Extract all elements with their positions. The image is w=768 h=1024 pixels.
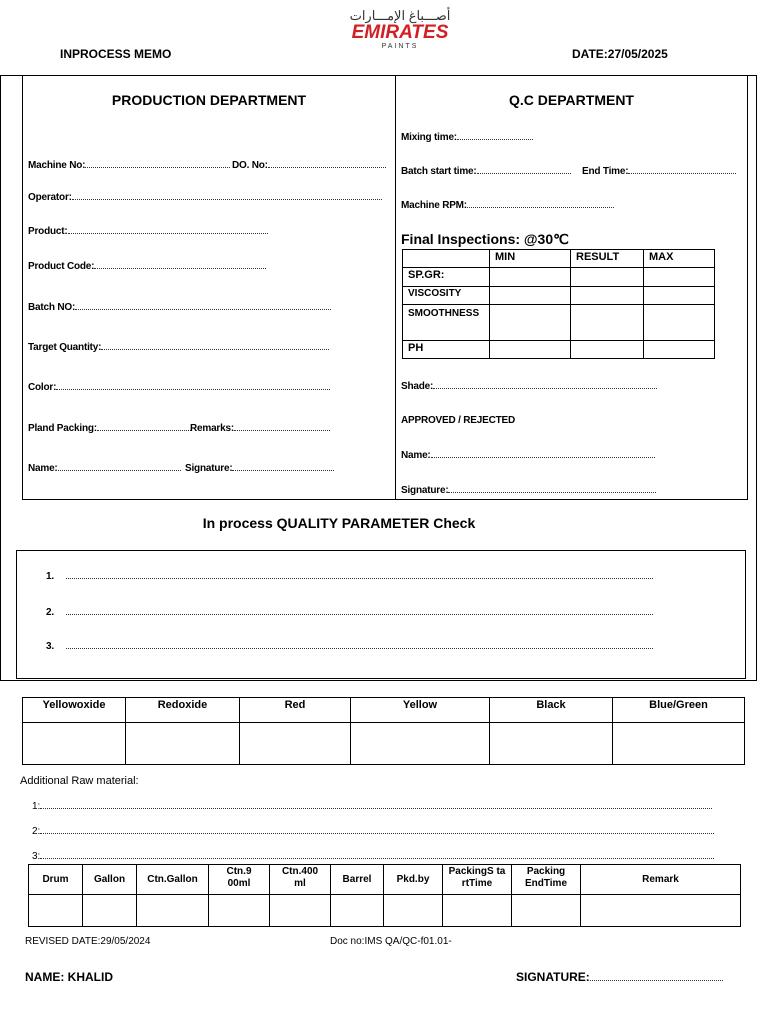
- do-no-field[interactable]: DO. No:: [232, 160, 386, 171]
- production-signature-field[interactable]: Signature:: [185, 463, 334, 474]
- memo-date: DATE:27/05/2025: [572, 47, 668, 61]
- packing-start-time-header: PackingS tartTime: [443, 865, 512, 895]
- operator-field[interactable]: Operator:: [28, 192, 382, 203]
- production-panel: [22, 75, 396, 500]
- gallon-value[interactable]: [83, 895, 137, 927]
- company-logo: [340, 8, 460, 51]
- packing-end-time-header: Packing EndTime: [512, 865, 581, 895]
- raw-item-3[interactable]: 3:: [32, 851, 714, 862]
- red-header: Red: [240, 698, 351, 723]
- yellowoxide-value[interactable]: [23, 723, 126, 765]
- drum-value[interactable]: [29, 895, 83, 927]
- qc-title: Q.C DEPARTMENT: [509, 92, 634, 108]
- qc-name-field[interactable]: Name:: [401, 450, 655, 461]
- ctn-400ml-header: Ctn.400 ml: [270, 865, 331, 895]
- machine-rpm-field[interactable]: Machine RPM:: [401, 200, 614, 211]
- target-quantity-field[interactable]: Target Quantity:: [28, 342, 329, 353]
- black-value[interactable]: [490, 723, 613, 765]
- min-header: MIN: [490, 250, 571, 268]
- smoothness-max[interactable]: [644, 305, 715, 341]
- packing-end-value[interactable]: [512, 895, 581, 927]
- logo-sub: PAINTS: [381, 43, 419, 50]
- drum-header: Drum: [29, 865, 83, 895]
- batch-start-time-field[interactable]: Batch start time:: [401, 166, 571, 177]
- production-title: PRODUCTION DEPARTMENT: [111, 92, 307, 108]
- smoothness-min[interactable]: [490, 305, 571, 341]
- ph-min[interactable]: [490, 341, 571, 359]
- packing-start-value[interactable]: [443, 895, 512, 927]
- gallon-header: Gallon: [83, 865, 137, 895]
- sp-gr-max[interactable]: [644, 268, 715, 287]
- table-row: [23, 723, 745, 765]
- ctn-900ml-value[interactable]: [209, 895, 270, 927]
- smoothness-result[interactable]: [571, 305, 644, 341]
- footer-signature-field[interactable]: SIGNATURE:: [516, 970, 723, 984]
- end-time-field[interactable]: End Time:: [582, 166, 736, 177]
- ph-label: PH: [403, 341, 490, 359]
- barrel-value[interactable]: [331, 895, 384, 927]
- final-inspections-heading: Final Inspections: @30℃: [401, 231, 569, 247]
- product-field[interactable]: Product:: [28, 226, 268, 237]
- raw-item-2[interactable]: 2:: [32, 826, 714, 837]
- quality-item-1[interactable]: 1.: [46, 571, 653, 582]
- memo-title: INPROCESS MEMO: [60, 47, 172, 61]
- ctn-900ml-header: Ctn.9 00ml: [209, 865, 270, 895]
- remarks-field[interactable]: Remarks:: [190, 423, 330, 434]
- doc-number: Doc no:IMS QA/QC-f01.01-: [330, 936, 452, 947]
- table-row: [29, 895, 741, 927]
- shade-field[interactable]: Shade:: [401, 381, 657, 392]
- ctn-gallon-header: Ctn.Gallon: [137, 865, 209, 895]
- pkd-by-value[interactable]: [384, 895, 443, 927]
- black-header: Black: [490, 698, 613, 723]
- approval-status[interactable]: APPROVED / REJECTED: [401, 415, 516, 426]
- ph-result[interactable]: [571, 341, 644, 359]
- quality-item-3[interactable]: 3.: [46, 641, 653, 652]
- raw-item-1[interactable]: 1:: [32, 801, 712, 812]
- revised-date: REVISED DATE:29/05/2024: [25, 936, 151, 947]
- raw-material-title: Additional Raw material:: [20, 775, 139, 787]
- sp-gr-label: SP.GR:: [403, 268, 490, 287]
- red-value[interactable]: [240, 723, 351, 765]
- quality-item-2[interactable]: 2.: [46, 607, 653, 618]
- smoothness-label: SMOOTHNESS: [403, 305, 490, 341]
- max-header: MAX: [644, 250, 715, 268]
- remark-header: Remark: [581, 865, 741, 895]
- viscosity-min[interactable]: [490, 287, 571, 305]
- colorants-table: [22, 697, 745, 765]
- viscosity-label: VISCOSITY: [403, 287, 490, 305]
- viscosity-max[interactable]: [644, 287, 715, 305]
- production-name-field[interactable]: Name:: [28, 463, 181, 474]
- qc-signature-field[interactable]: Signature:: [401, 485, 656, 496]
- machine-no-field[interactable]: Machine No:: [28, 160, 230, 171]
- batch-no-field[interactable]: Batch NO:: [28, 302, 331, 313]
- ph-max[interactable]: [644, 341, 715, 359]
- yellowoxide-header: Yellowoxide: [23, 698, 126, 723]
- table-row: [403, 305, 715, 341]
- sp-gr-result[interactable]: [571, 268, 644, 287]
- packing-table: [28, 864, 741, 927]
- logo-arabic: أصـــباغ الإمـــارات: [349, 8, 451, 23]
- product-code-field[interactable]: Product Code:: [28, 261, 266, 272]
- barrel-header: Barrel: [331, 865, 384, 895]
- blue-green-header: Blue/Green: [613, 698, 745, 723]
- ctn-400ml-value[interactable]: [270, 895, 331, 927]
- quality-title: In process QUALITY PARAMETER Check: [202, 515, 476, 531]
- redoxide-header: Redoxide: [126, 698, 240, 723]
- mixing-time-field[interactable]: Mixing time:: [401, 132, 533, 143]
- logo-brand: EMIRATES: [351, 22, 449, 43]
- redoxide-value[interactable]: [126, 723, 240, 765]
- pkd-by-header: Pkd.by: [384, 865, 443, 895]
- ctn-gallon-value[interactable]: [137, 895, 209, 927]
- blue-green-value[interactable]: [613, 723, 745, 765]
- table-row: [403, 341, 715, 359]
- inspection-table: [402, 249, 715, 359]
- pland-packing-field[interactable]: Pland Packing:: [28, 423, 191, 434]
- sp-gr-min[interactable]: [490, 268, 571, 287]
- table-row: [403, 268, 715, 287]
- color-field[interactable]: Color:: [28, 382, 330, 393]
- yellow-value[interactable]: [351, 723, 490, 765]
- table-row: [403, 287, 715, 305]
- viscosity-result[interactable]: [571, 287, 644, 305]
- remark-value[interactable]: [581, 895, 741, 927]
- yellow-header: Yellow: [351, 698, 490, 723]
- footer-name: NAME: KHALID: [25, 970, 113, 984]
- result-header: RESULT: [571, 250, 644, 268]
